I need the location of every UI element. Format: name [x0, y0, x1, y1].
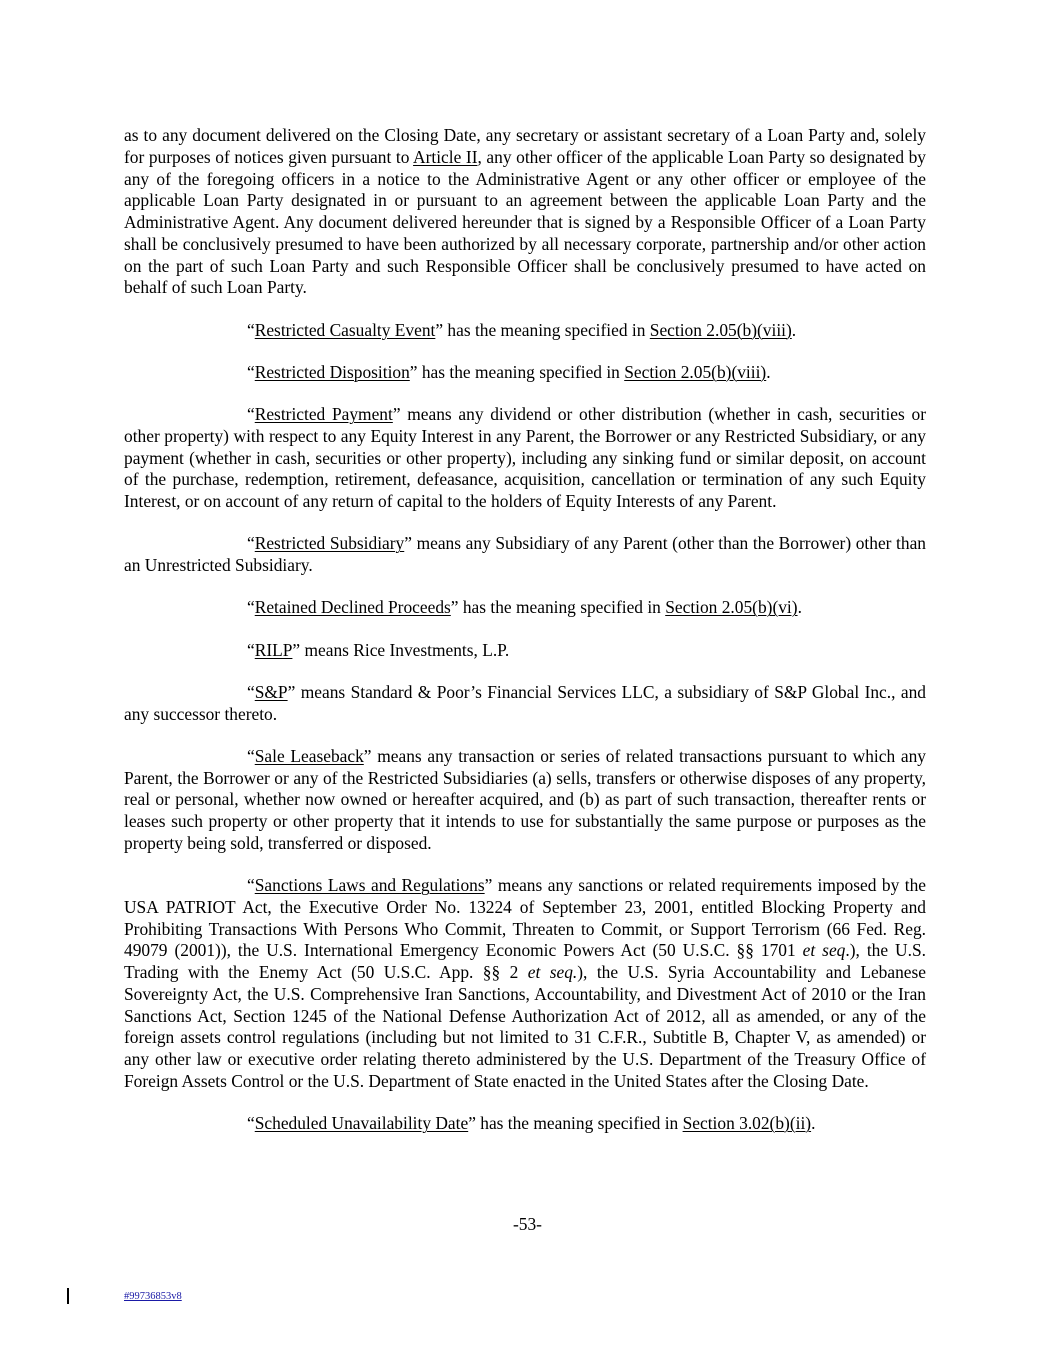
defined-term: Restricted Disposition: [254, 361, 410, 382]
defined-term: Restricted Payment: [254, 404, 393, 424]
definition-scheduled-unavailability-date: “Scheduled Unavailability Date” has the meaning specified in Section 3.02(b)(ii).: [247, 1113, 816, 1133]
cross-reference: Section 2.05(b)(vi): [665, 597, 798, 618]
definition-retained-declined-proceeds: “Retained Declined Proceeds” has the meaning specified in Section 2.05(b)(vi).: [247, 597, 802, 618]
definition-s-and-p: “S&P” means Standard & Poor’s Financial Services LLC, a subsidiary of S&P Global Inc., and any successor thereto.: [124, 681, 926, 724]
definition-sale-leaseback: “Sale Leaseback” means any transaction or series of related transactions pursuant to which any Parent, the Borrower or any of the Restricted Subsidiaries (a) sells, transfers or otherwise disposes of any property, real or personal, whether now owned or hereafter acquired, and (b) as part of such transaction, thereafter rents or leases such property or other property that it intends to use for substantially the same purpose or purposes as the property being sold, transferred or disposed.: [124, 745, 926, 853]
cross-reference: Section 3.02(b)(ii): [682, 1113, 812, 1133]
document-body: [124, 125, 926, 1135]
defined-term: Sale Leaseback: [254, 745, 364, 766]
definition-restricted-casualty-event: “Restricted Casualty Event” has the meaning specified in Section 2.05(b)(viii).: [247, 319, 797, 340]
defined-term: Retained Declined Proceeds: [254, 597, 451, 618]
paragraph-responsible-officer-continuation: as to any document delivered on the Closing Date, any secretary or assistant secretary of a Loan Party and, solely for purposes of notices given pursuant to Article II, any other officer of the applicable Loan Party so designated by any of the foregoing officers in a notice to the Administrative Agent or any other officer or employee of the applicable Loan Party designated in or pursuant to an agreement between the applicable Loan Party and the Administrative Agent. Any document delivered hereunder that is signed by a Responsible Officer of a Loan Party shall be conclusively presumed to have been authorized by all necessary corporate, partnership and/or other action on the part of such Loan Party and such Responsible Officer shall be conclusively presumed to have acted on behalf of such Loan Party.: [124, 125, 926, 298]
document-id-link[interactable]: #99736853v8: [124, 1291, 182, 1302]
italic-latin-phrase: et seq.: [527, 962, 578, 982]
defined-term: S&P: [254, 681, 288, 702]
italic-latin-phrase: et seq: [802, 940, 846, 961]
defined-term: Scheduled Unavailability Date: [254, 1113, 469, 1133]
defined-term: RILP: [254, 639, 293, 660]
cross-reference: Section 2.05(b)(viii): [624, 361, 767, 382]
revision-change-bar: [67, 1288, 69, 1304]
defined-term: Sanctions Laws and Regulations: [254, 875, 485, 895]
defined-term: Restricted Casualty Event: [254, 319, 436, 340]
definition-restricted-payment: “Restricted Payment” means any dividend or other distribution (whether in cash, securities or other property) with respect to any Equity Interest in any Parent, the Borrower or any Restricted Subsidiary, or any payment (whether in cash, securities or other property), including any sinking fund or similar deposit, on account of the purchase, redemption, retirement, defeasance, acquisition, cancellation or termination of any such Equity Interest, or on account of any return of capital to the holders of Equity Interests of any Parent.: [124, 404, 926, 511]
cross-reference: Section 2.05(b)(viii): [649, 319, 792, 340]
definition-rilp: “RILP” means Rice Investments, L.P.: [247, 639, 510, 660]
definition-restricted-subsidiary: “Restricted Subsidiary” means any Subsidiary of any Parent (other than the Borrower) other than an Unrestricted Subsidiary.: [124, 533, 926, 575]
page-number: -53-: [513, 1214, 542, 1234]
definition-restricted-disposition: “Restricted Disposition” has the meaning specified in Section 2.05(b)(viii).: [247, 361, 771, 382]
definition-sanctions-laws-and-regulations: “Sanctions Laws and Regulations” means any sanctions or related requirements imposed by the USA PATRIOT Act, the Executive Order No. 13224 of September 23, 2001, entitled Blocking Property and Prohibiting Transactions With Persons Who Commit, Threaten to Commit, or Support Terrorism (66 Fed. Reg. 49079 (2001)), the U.S. International Emergency Economic Powers Act (50 U.S.C. §§ 1701 et seq.), the U.S. Trading with the Enemy Act (50 U.S.C. App. §§ 2 et seq.), the U.S. Syria Accountability and Lebanese Sovereignty Act, the U.S. Comprehensive Iran Sanctions, Accountability, and Divestment Act of 2010 or the Iran Sanctions Act, Section 1245 of the National Defense Authorization Act of 2012, all as amended, or any of the foreign assets control regulations (including but not limited to 31 C.F.R., Subtitle B, Chapter V, as amended) or any other law or executive order relating thereto administered by the U.S. Department of the Treasury Office of Foreign Assets Control or the U.S. Department of State enacted in the United States after the Closing Date.: [124, 875, 926, 1091]
cross-reference: Article II: [413, 146, 478, 167]
defined-term: Restricted Subsidiary: [254, 533, 405, 554]
